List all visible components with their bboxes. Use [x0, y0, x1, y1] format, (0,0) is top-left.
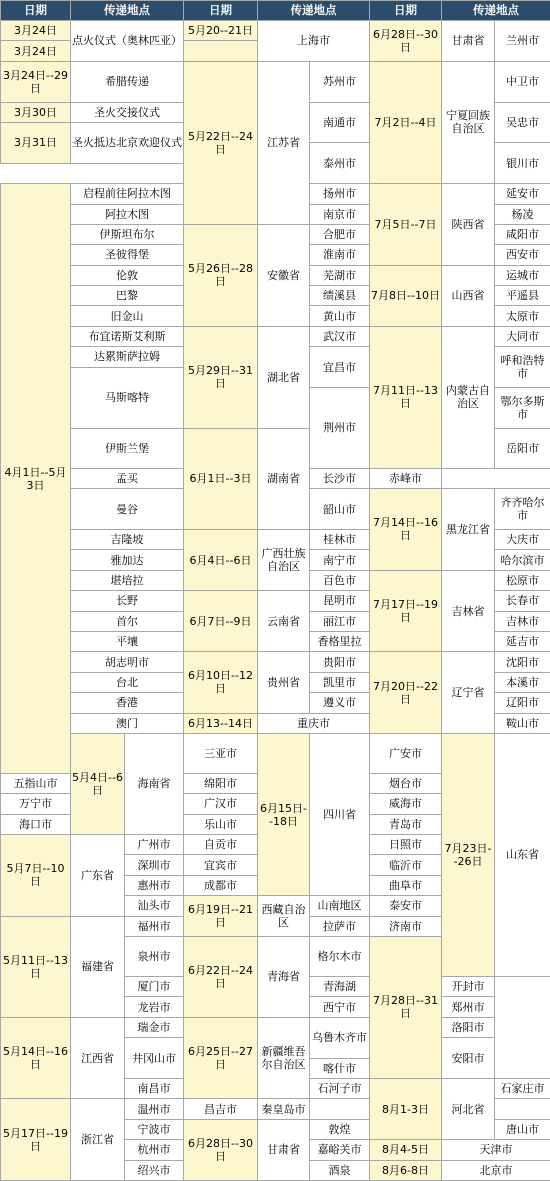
- place-cell: 海口市: [1, 814, 71, 834]
- date-cell: 7月14日--16日: [370, 489, 442, 571]
- place-cell: 香格里拉: [310, 631, 370, 651]
- place-cell: 长野: [71, 591, 184, 611]
- place-cell: 天津市: [442, 1140, 550, 1160]
- date-cell: 6月10日--12日: [184, 652, 258, 713]
- date-cell: 6月28日--30日: [184, 1119, 258, 1180]
- place-cell: 杭州市: [125, 1140, 184, 1160]
- place-cell: 泰安市: [370, 896, 442, 916]
- date-cell: 7月17日--19日: [370, 570, 442, 652]
- date-cell: 4月1日--5月3日: [1, 184, 71, 774]
- place-cell: 乌鲁木齐市: [310, 1017, 370, 1058]
- place-cell: 吉林省: [442, 570, 495, 652]
- date-cell: 7月2日--4日: [370, 61, 442, 183]
- place-cell: 重庆市: [258, 713, 370, 733]
- date-cell: 6月15日--18日: [258, 733, 310, 895]
- place-cell: 石家庄市: [495, 1078, 550, 1098]
- place-cell: 伦敦: [71, 265, 184, 285]
- place-cell: 中卫市: [495, 61, 550, 102]
- place-cell: 唐山市: [495, 1119, 550, 1139]
- place-cell: 圣火抵达北京欢迎仪式: [71, 122, 184, 163]
- date-cell: 6月28日--30日: [370, 21, 442, 62]
- place-cell: 平遥县: [495, 286, 550, 306]
- place-cell: 北京市: [442, 1160, 550, 1180]
- place-cell: 曼谷: [71, 489, 184, 530]
- place-cell: 齐齐哈尔市: [495, 489, 550, 530]
- place-cell: 济南市: [370, 916, 442, 936]
- place-cell: 辽阳市: [495, 693, 550, 713]
- place-cell: 西安市: [495, 245, 550, 265]
- place-cell: 雅加达: [71, 550, 184, 570]
- place-cell: 贵州省: [258, 652, 310, 713]
- place-cell: 瑞金市: [125, 1017, 184, 1037]
- date-cell: 3月24日: [1, 41, 71, 61]
- place-cell: 江苏省: [258, 61, 310, 224]
- place-cell: 成都市: [184, 875, 258, 895]
- place-cell: 内蒙古自治区: [442, 326, 495, 468]
- place-cell: 黄山市: [310, 306, 370, 326]
- place-cell: 广州市: [125, 835, 184, 855]
- place-cell: 阿拉木图: [71, 204, 184, 224]
- date-cell: 7月8日--10日: [370, 265, 442, 326]
- place-cell: 吉林市: [495, 611, 550, 631]
- place-cell: 汕头市: [125, 896, 184, 916]
- date-cell: 5月22日--24日: [184, 61, 258, 224]
- place-cell: 宜宾市: [184, 855, 258, 875]
- table-row: [1, 21, 550, 41]
- place-cell: 吴忠市: [495, 102, 550, 143]
- place-cell: 浙江省: [71, 1099, 125, 1181]
- place-cell: 上海市: [258, 21, 370, 62]
- place-cell: 绩溪县: [310, 286, 370, 306]
- place-cell: 伊斯坦布尔: [71, 224, 184, 244]
- place-cell: 韶山市: [310, 489, 370, 530]
- place-cell: 呼和浩特市: [495, 347, 550, 388]
- place-cell: 希腊传递: [71, 61, 184, 102]
- date-cell: 7月23日--26日: [442, 733, 495, 976]
- place-cell: 运城市: [495, 265, 550, 285]
- place-cell: 广汉市: [184, 794, 258, 814]
- place-cell: 石河子市: [310, 1078, 370, 1098]
- place-cell: 湖南省: [258, 428, 310, 529]
- date-cell: 8月1-3日: [370, 1078, 442, 1139]
- place-cell: 河北省: [442, 1078, 495, 1139]
- date-cell: 6月13--14日: [184, 713, 258, 733]
- place-cell: 延吉市: [495, 631, 550, 651]
- place-cell: 丽江市: [310, 611, 370, 631]
- place-cell: 昌吉市: [184, 1099, 258, 1119]
- place-cell: 马斯喀特: [71, 367, 184, 428]
- place-cell: 陕西省: [442, 184, 495, 266]
- place-cell: 绵阳市: [184, 773, 258, 793]
- place-cell: 喀什市: [310, 1058, 370, 1078]
- place-cell: 旧金山: [71, 306, 184, 326]
- date-cell: 3月24日--29日: [1, 61, 71, 102]
- place-cell: 香港: [71, 693, 184, 713]
- place-cell: 山南地区: [310, 896, 370, 916]
- place-cell: 台北: [71, 672, 184, 692]
- place-cell: 荆州市: [310, 388, 370, 469]
- place-cell: 泉州市: [125, 937, 184, 977]
- place-cell: 云南省: [258, 591, 310, 652]
- date-cell: 6月4日--6日: [184, 529, 258, 590]
- place-cell: 布宜诺斯艾利斯: [71, 326, 184, 346]
- date-cell: 5月26日--28日: [184, 224, 258, 326]
- place-cell: 青岛市: [370, 814, 442, 834]
- date-cell: 5月29日--31日: [184, 326, 258, 428]
- date-cell: 7月11日--13日: [370, 326, 442, 468]
- place-cell: 澳门: [71, 713, 184, 733]
- date-cell: 5月7日--10日: [1, 835, 71, 917]
- date-cell: 6月25日--27日: [184, 1017, 258, 1099]
- table-row: [1, 733, 550, 773]
- place-cell: 厦门市: [125, 977, 184, 997]
- place-cell: 苏州市: [310, 61, 370, 102]
- place-cell: 松原市: [495, 570, 550, 590]
- place-cell: 武汉市: [310, 326, 370, 346]
- place-header: 传递地点: [258, 1, 370, 21]
- place-cell: 乐山市: [184, 814, 258, 834]
- date-cell: 7月20日--22日: [370, 652, 442, 734]
- place-cell: 福州市: [125, 916, 184, 936]
- place-cell: 酒泉: [310, 1160, 370, 1180]
- place-cell: 凯里市: [310, 672, 370, 692]
- place-cell: 桂林市: [310, 529, 370, 549]
- place-cell: 昆明市: [310, 591, 370, 611]
- place-cell: 龙岩市: [125, 997, 184, 1017]
- place-cell: 赤峰市: [370, 468, 442, 488]
- place-cell: 安徽省: [258, 224, 310, 326]
- place-cell: 沈阳市: [495, 652, 550, 672]
- date-cell: 3月31日: [1, 122, 71, 163]
- place-cell: 扬州市: [310, 184, 370, 204]
- date-cell: 5月20--21日: [184, 21, 258, 41]
- place-cell: 平壤: [71, 631, 184, 651]
- place-cell: 兰州市: [495, 21, 550, 62]
- place-cell: 杨凌: [495, 204, 550, 224]
- place-header: 传递地点: [442, 1, 550, 21]
- place-cell: 鄂尔多斯市: [495, 388, 550, 429]
- place-cell: 江西省: [71, 1017, 125, 1099]
- table-body: [1, 21, 550, 1181]
- place-cell: 岳阳市: [495, 428, 550, 468]
- place-cell: 银川市: [495, 143, 550, 184]
- place-cell: 辽宁省: [442, 652, 495, 734]
- place-cell: 新疆维吾尔自治区: [258, 1017, 310, 1099]
- place-cell: 青海湖: [310, 977, 370, 997]
- place-cell: 太原市: [495, 306, 550, 326]
- place-cell: 烟台市: [370, 773, 442, 793]
- place-cell: 遵义市: [310, 693, 370, 713]
- place-cell: 宜昌市: [310, 347, 370, 388]
- place-cell: 广西壮族自治区: [258, 529, 310, 590]
- place-cell: 广安市: [370, 733, 442, 773]
- place-cell: 本溪市: [495, 672, 550, 692]
- table-row: [1, 326, 550, 346]
- date-cell: 3月30日: [1, 102, 71, 122]
- table-row: [1, 652, 550, 672]
- place-cell: 广东省: [71, 835, 125, 917]
- place-cell: 百色市: [310, 570, 370, 590]
- place-cell: 堪培拉: [71, 570, 184, 590]
- place-cell: 临沂市: [370, 855, 442, 875]
- date-cell: 6月1日--3日: [184, 428, 258, 529]
- place-cell: 井冈山市: [125, 1038, 184, 1079]
- date-cell: 5月17日--19日: [1, 1099, 71, 1181]
- place-cell: 开封市: [442, 977, 495, 997]
- place-cell: 淮南市: [310, 245, 370, 265]
- place-cell: 深圳市: [125, 855, 184, 875]
- place-cell: 山西省: [442, 265, 495, 326]
- place-cell: 南通市: [310, 102, 370, 143]
- place-cell: 格尔木市: [310, 937, 370, 977]
- date-cell: 5月14日--16日: [1, 1017, 71, 1099]
- date-cell: 5月4日--6日: [71, 733, 125, 834]
- date-cell: 6月19日--21日: [184, 896, 258, 937]
- place-cell: 三亚市: [184, 733, 258, 773]
- date-header: 日期: [1, 1, 71, 21]
- place-cell: 西宁市: [310, 997, 370, 1017]
- place-cell: 圣火交接仪式: [71, 102, 184, 122]
- table-row: [1, 61, 550, 81]
- place-cell: 万宁市: [1, 794, 71, 814]
- date-cell: 8月6-8日: [370, 1160, 442, 1180]
- place-cell: 嘉峪关市: [310, 1140, 370, 1160]
- place-cell: 南京市: [310, 204, 370, 224]
- date-cell: 5月11日--13日: [1, 916, 71, 1017]
- place-cell: 福建省: [71, 916, 125, 1017]
- place-cell: 达累斯萨拉姆: [71, 347, 184, 367]
- place-cell: 安阳市: [442, 1038, 495, 1079]
- place-cell: 合肥市: [310, 224, 370, 244]
- date-header: 日期: [184, 1, 258, 21]
- place-cell: 黑龙江省: [442, 489, 495, 571]
- place-cell: 吉隆坡: [71, 529, 184, 549]
- place-cell: 鞍山市: [495, 713, 550, 733]
- place-cell: 启程前往阿拉木图: [71, 184, 184, 204]
- place-cell: 四川省: [310, 733, 370, 895]
- header-row: [1, 1, 550, 21]
- place-cell: 贵阳市: [310, 652, 370, 672]
- place-cell: 湖北省: [258, 326, 310, 428]
- place-cell: 宁夏回族自治区: [442, 61, 495, 183]
- date-cell: 7月5日--7日: [370, 184, 442, 266]
- place-cell: 日照市: [370, 835, 442, 855]
- place-cell: 西藏自治区: [258, 896, 310, 937]
- place-cell: 南昌市: [125, 1078, 184, 1098]
- place-cell: 泰州市: [310, 143, 370, 184]
- place-cell: 威海市: [370, 794, 442, 814]
- place-cell: 洛阳市: [442, 1017, 495, 1037]
- place-cell: 甘肃省: [442, 21, 495, 62]
- place-cell: 长春市: [495, 591, 550, 611]
- date-cell: 8月4-5日: [370, 1140, 442, 1160]
- place-cell: 咸阳市: [495, 224, 550, 244]
- place-cell: 点火仪式（奥林匹亚）: [71, 21, 184, 62]
- date-cell: 6月7日--9日: [184, 591, 258, 652]
- date-cell: 6月22日--24日: [184, 937, 258, 1018]
- place-cell: 秦皇岛市: [258, 1099, 310, 1119]
- place-cell: 惠州市: [125, 875, 184, 895]
- place-cell: 甘肃省: [258, 1119, 310, 1180]
- place-cell: 圣彼得堡: [71, 245, 184, 265]
- place-cell: 山东省: [495, 733, 550, 976]
- place-header: 传递地点: [71, 1, 184, 21]
- place-cell: 自贡市: [184, 835, 258, 855]
- place-cell: 敦煌: [310, 1119, 370, 1139]
- place-cell: 拉萨市: [310, 916, 370, 936]
- place-cell: 郑州市: [442, 997, 495, 1017]
- date-cell: 7月28日--31日: [370, 937, 442, 1079]
- place-cell: 海南省: [125, 733, 184, 834]
- place-cell: 宁波市: [125, 1119, 184, 1139]
- place-cell: 首尔: [71, 611, 184, 631]
- place-cell: 芜湖市: [310, 265, 370, 285]
- date-cell: 3月24日: [1, 21, 71, 41]
- place-cell: 南宁市: [310, 550, 370, 570]
- place-cell: 五指山市: [1, 773, 71, 793]
- place-cell: 孟买: [71, 468, 184, 488]
- place-cell: 伊斯兰堡: [71, 428, 184, 468]
- place-cell: 胡志明市: [71, 652, 184, 672]
- date-header: 日期: [370, 1, 442, 21]
- place-cell: 青海省: [258, 937, 310, 1018]
- date-cell: [184, 41, 258, 61]
- place-cell: 大庆市: [495, 529, 550, 549]
- place-cell: 长沙市: [310, 468, 370, 488]
- place-cell: 大同市: [495, 326, 550, 346]
- table-row: [1, 1017, 550, 1037]
- place-cell: 延安市: [495, 184, 550, 204]
- place-cell: 曲阜市: [370, 875, 442, 895]
- place-cell: 哈尔滨市: [495, 550, 550, 570]
- place-cell: 巴黎: [71, 286, 184, 306]
- place-cell: 绍兴市: [125, 1160, 184, 1180]
- place-cell: 温州市: [125, 1099, 184, 1119]
